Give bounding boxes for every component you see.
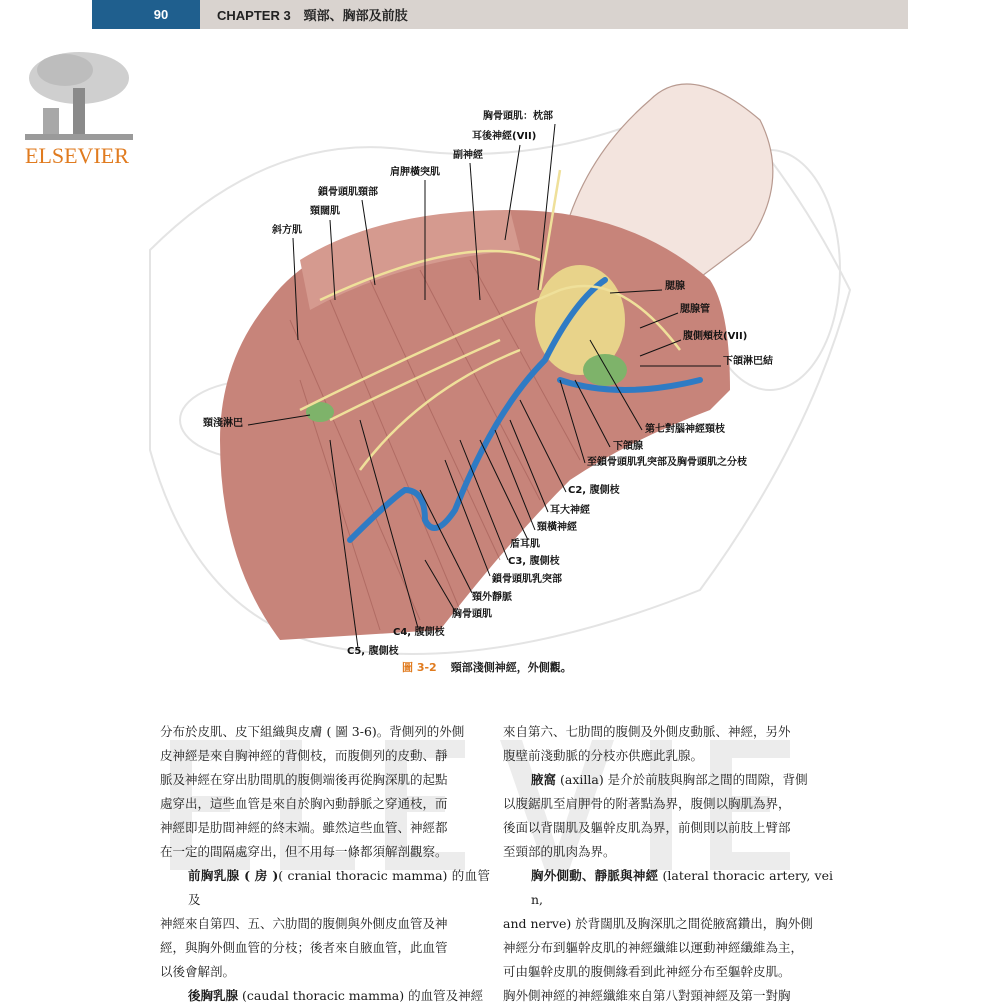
label-parotid-duct: 腮腺管	[680, 304, 710, 315]
chapter-title: CHAPTER 3 頸部、胸部及前肢	[200, 0, 908, 29]
text-line: 神經即是肋間神經的終末端。雖然這些血管、神經都	[160, 820, 448, 835]
text-line: 分布於皮肌、皮下組織與皮膚 ( 圖 3-6)。背側列的外側	[160, 724, 465, 739]
text-line: 後面以背闊肌及軀幹皮肌為界，前側則以前肢上臂部	[503, 820, 791, 835]
label-cleidocephalicus-mastoid: 鎖骨頭肌乳突部	[492, 574, 562, 585]
text-line: and nerve) 於背闊肌及胸深肌之間從腋窩鑽出，胸外側	[503, 916, 813, 931]
text-line: 至頸部的肌肉為界。	[503, 844, 616, 859]
text-span: (axilla) 是介於前肢與胸部之間的間隙，背側	[556, 772, 808, 787]
label-cleidocephalicus-cervical: 鎖骨頭肌頸部	[318, 187, 378, 198]
label-cervical-branch-vii: 第七對腦神經頸枝	[645, 424, 725, 435]
label-c5: C5, 腹側枝	[347, 646, 399, 657]
label-mandibular-lymph-node: 下頜淋巴結	[723, 356, 773, 367]
text-line: 來自第六、七肋間的腹側及外側皮動脈、神經，另外	[503, 724, 791, 739]
text-span: ( cranial thoracic mamma) 的血管及	[188, 868, 490, 907]
text-line: 神經分布到軀幹皮肌的神經纖維以運動神經纖維為主，	[503, 940, 804, 955]
label-transverse-cervical: 頸橫神經	[537, 522, 577, 533]
text-line	[503, 864, 833, 912]
term-heading: 腋窩	[531, 772, 557, 787]
label-accessory-nerve: 副神經	[453, 150, 483, 161]
label-sternocephalicus: 胸骨頭肌	[452, 609, 492, 620]
text-line: 以腹鋸肌至肩胛骨的附著點為界，腹側以胸肌為界，	[503, 796, 791, 811]
label-mandibular-gland: 下頜腺	[613, 441, 643, 452]
label-parotid-gland: 腮腺	[665, 281, 685, 292]
text-line	[503, 768, 833, 792]
text-line: 神經來自第四、五、六肋間的腹側與外側皮血管及神	[160, 916, 448, 931]
text-line	[160, 984, 490, 1008]
body-text-left-column	[160, 720, 490, 1008]
text-line: 可由軀幹皮肌的腹側緣看到此神經分布至軀幹皮肌。	[503, 964, 791, 979]
figure-caption-text: 頸部淺側神經，外側觀。	[450, 661, 572, 674]
label-omotransversarius: 肩胛橫突肌	[390, 167, 440, 178]
label-c2: C2, 腹側枝	[568, 485, 620, 496]
label-scutuloauricularis: 盾耳肌	[510, 539, 540, 550]
text-line: 皮神經是來自胸神經的背側枝，而腹側列的皮動、靜	[160, 748, 448, 763]
label-ventral-buccal-branch: 腹側頰枝(VII)	[683, 331, 748, 342]
text-line: 胸外側神經的神經纖維來自第八對頸神經及第一對胸	[503, 988, 791, 1003]
label-superficial-cervical-lymph: 頸淺淋巴	[203, 418, 243, 429]
text-line	[160, 864, 490, 912]
label-c4: C4, 腹側枝	[393, 627, 445, 638]
figure-caption	[402, 661, 572, 675]
text-line: 經，與胸外側血管的分枝；後者來自腋血管，此血管	[160, 940, 448, 955]
label-sternocephalicus-occipital: 胸骨頭肌：枕部	[483, 111, 553, 122]
page-number: 90	[92, 0, 200, 29]
label-caudal-auricular-nerve: 耳後神經(VII)	[472, 131, 537, 142]
term-heading: 後胸乳腺	[188, 988, 239, 1003]
text-span: (caudal thoracic mamma) 的血管及神經	[238, 988, 484, 1003]
text-span: (lateral thoracic artery, vein,	[531, 868, 833, 907]
label-great-auricular: 耳大神經	[550, 505, 590, 516]
text-line: 以後會解剖。	[160, 964, 236, 979]
term-heading: 前胸乳腺 ( 房 )	[188, 868, 279, 883]
text-line: 在一定的間隔處穿出，但不用每一條都須解剖觀察。	[160, 844, 448, 859]
label-branch-to-muscles: 至鎖骨頭肌乳突部及胸骨頭肌之分枝	[587, 457, 747, 468]
text-line: 脈及神經在穿出肋間肌的腹側端後再從胸深肌的起點	[160, 772, 448, 787]
term-heading: 胸外側動、靜脈與神經	[531, 868, 659, 883]
label-trapezius: 斜方肌	[272, 225, 302, 236]
label-c3: C3, 腹側枝	[508, 556, 560, 567]
label-platysma: 頸闊肌	[310, 206, 340, 217]
label-external-jugular: 頸外靜脈	[472, 592, 512, 603]
text-line: 處穿出，這些血管是來自於胸內動靜脈之穿通枝，而	[160, 796, 448, 811]
text-line: 腹壁前淺動脈的分枝亦供應此乳腺。	[503, 748, 704, 763]
figure-number: 圖 3-2	[402, 661, 437, 674]
elsevier-logo-text: ELSEVIER	[25, 143, 129, 168]
body-text-right-column	[503, 720, 833, 1008]
